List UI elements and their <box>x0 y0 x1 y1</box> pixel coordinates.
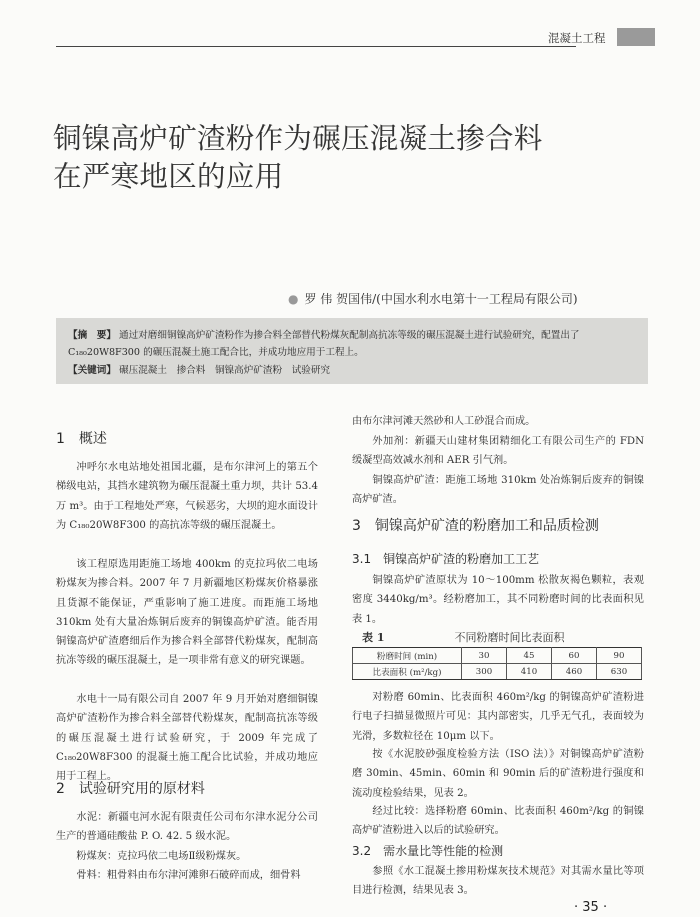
section-1-paragraph-2: 该工程原选用距施工场地 400km 的克拉玛依二电场粉煤灰为掺合料。2007 年 7 月新疆地区粉煤灰价格暴涨且货源不能保证，严重影响了施工进度。而距施工场地 310km 处有大量冶炼铜后废弃的铜镍高炉矿渣。能否用铜镍高炉矿渣磨细后作为掺合料全部替代粉煤灰，配制高抗冻等级的碾压混凝土，是一项非常有意义的研究课题。 <box>56 559 318 667</box>
table-cell: 460 <box>552 664 597 680</box>
section-3-1-paragraph-3: 按《水泥胶砂强度检验方法（ISO 法）》对铜镍高炉矿渣粉磨 30min、45min、60min 和 90min 后的矿渣粉进行强度和流动度检验结果，见表 2。 <box>352 749 644 799</box>
section-3-1-heading: 3.1 铜镍高炉矿渣的粉磨加工工艺 <box>352 552 540 566</box>
abstract-text: 通过对磨细铜镍高炉矿渣粉作为掺合料全部替代粉煤灰配制高抗冻等级的碾压混凝土进行试验研究，配置出了 C₁₈₀20W8F300 的碾压混凝土施工配合比，并成功地应用于工程上。 <box>68 330 580 358</box>
section-3-2-heading: 3.2 需水量比等性能的检测 <box>352 844 504 858</box>
table-row <box>353 648 642 664</box>
table-cell: 30 <box>462 648 507 664</box>
section-1-paragraph-3: 水电十一局有限公司自 2007 年 9 月开始对磨细铜镍高炉矿渣粉作为掺合料全部替代粉煤灰，配制高抗冻等级的碾压混凝土进行试验研究，于 2009 年完成了 C₁₈₀20W8F300 的混凝土施工配合比试验，并成功地应用于工程上。 <box>56 694 318 783</box>
author-affiliation: /(中国水利水电第十一工程局有限公司) <box>372 292 578 306</box>
author-line <box>288 290 578 307</box>
header-gray-bar <box>617 28 655 46</box>
section-3-1-paragraph-1: 铜镍高炉矿渣原状为 10～100mm 松散灰褐色颗粒，表观密度 3440kg/m³。经粉磨加工，其不同粉磨时间的比表面积见表 1。 <box>352 575 644 625</box>
page-number: · 35 · <box>574 900 608 915</box>
section-2-paragraph-4: 外加剂：新疆天山建材集团精细化工有限公司生产的 FDN 缓凝型高效减水剂和 AER 引气剂。 <box>352 436 644 467</box>
keywords-label: 【关键词】 <box>68 365 116 376</box>
title-line-2: 在严寒地区的应用 <box>53 160 284 193</box>
abstract-paragraph <box>68 328 640 361</box>
table-cell: 比表面积 (m²/kg) <box>353 664 462 680</box>
table-cell: 300 <box>462 664 507 680</box>
section-2-paragraph-3-continued: 由布尔津河滩天然砂和人工砂混合而成。 <box>352 416 536 427</box>
section-3-heading: 3 铜镍高炉矿渣的粉磨加工和品质检测 <box>352 518 599 534</box>
keywords-paragraph <box>68 363 640 380</box>
table-cell: 60 <box>552 648 597 664</box>
keywords-text: 碾压混凝土 掺合料 铜镍高炉矿渣粉 试验研究 <box>119 365 331 376</box>
section-3-1-paragraph-2: 对粉磨 60min、比表面积 460m²/kg 的铜镍高炉矿渣粉进行电子扫描显微照片可见：其内部密实，几乎无气孔，表面较为光滑，多数粒径在 10μm 以下。 <box>352 692 644 742</box>
author-names: 罗 伟 贺国伟 <box>304 292 373 306</box>
table-cell: 90 <box>597 648 642 664</box>
abstract-box <box>56 318 648 384</box>
section-2-paragraph-1: 水泥：新疆屯河水泥有限责任公司布尔津水泥分公司生产的普通硅酸盐 P. O. 42. 5 级水泥。 <box>56 812 318 843</box>
table-1 <box>352 647 642 680</box>
table-cell: 630 <box>597 664 642 680</box>
section-2-paragraph-5: 铜镍高炉矿渣：距施工场地 310km 处冶炼铜后废弃的铜镍高炉矿渣。 <box>352 475 644 506</box>
table-row <box>353 664 642 680</box>
article-title <box>53 120 653 196</box>
section-2-paragraph-2: 粉煤灰：克拉玛依二电场Ⅱ级粉煤灰。 <box>76 851 247 862</box>
section-1-paragraph-1: 冲呼尔水电站地处祖国北疆，是布尔津河上的第五个梯级电站，其挡水建筑物为碾压混凝土重力坝，共计 53.4 万 m³。由于工程地处严寒，气候恶劣，大坝的迎水面设计为 C₁₈₀20W8F300 的高抗冻等级的碾压混凝土。 <box>56 462 318 531</box>
table-1-caption <box>362 629 564 645</box>
table-cell: 45 <box>507 648 552 664</box>
abstract-label: 【摘 要】 <box>68 330 116 341</box>
section-1-heading: 1 概述 <box>56 431 107 447</box>
section-tag: 混凝土工程 <box>548 31 606 45</box>
table-cell: 粉磨时间 (min) <box>353 648 462 664</box>
section-2-paragraph-3: 骨料：粗骨料由布尔津河滩卵石破碎而成，细骨料 <box>76 870 301 881</box>
bullet-icon: ● <box>288 292 299 306</box>
table-cell: 410 <box>507 664 552 680</box>
table-1-title: 不同粉磨时间比表面积 <box>454 631 565 644</box>
table-1-number: 表 1 <box>362 631 385 644</box>
title-line-1: 铜镍高炉矿渣粉作为碾压混凝土掺合料 <box>53 122 543 155</box>
section-3-1-paragraph-4: 经过比较：选择粉磨 60min、比表面积 460m²/kg 的铜镍高炉矿渣粉进入以后的试验研究。 <box>352 806 644 837</box>
header-rule <box>56 46 576 47</box>
section-2-heading: 2 试验研究用的原材料 <box>56 781 205 797</box>
section-3-2-paragraph-1: 参照《水工混凝土掺用粉煤灰技术规范》对其需水量比等项目进行检测，结果见表 3。 <box>352 866 644 897</box>
